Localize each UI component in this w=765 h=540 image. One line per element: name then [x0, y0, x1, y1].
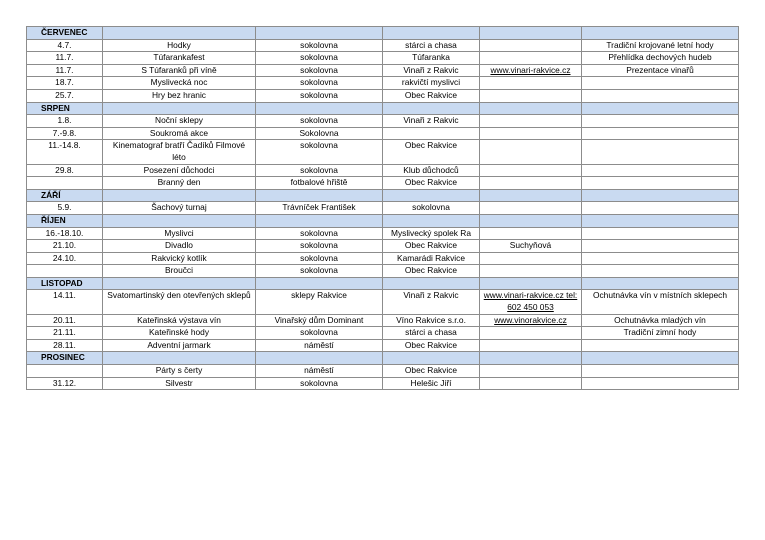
- date-cell: 21.10.: [27, 240, 103, 253]
- table-row: [27, 339, 739, 352]
- month-header-blank-cell: [383, 27, 480, 40]
- date-cell: 11.7.: [27, 52, 103, 65]
- note-cell: [582, 252, 739, 265]
- venue-cell: sokolovna: [256, 39, 383, 52]
- date-cell: 11.7.: [27, 64, 103, 77]
- organizer-cell: Obec Rakvice: [383, 265, 480, 278]
- month-header-blank-cell: [383, 189, 480, 202]
- table-row: [27, 240, 739, 253]
- venue-cell: sokolovna: [256, 52, 383, 65]
- organizer-cell: Obec Rakvice: [383, 177, 480, 190]
- event-name-cell: Broučci: [103, 265, 256, 278]
- note-cell: Ochutnávka vín v místních sklepech: [582, 290, 739, 314]
- events-table: [26, 26, 739, 390]
- table-row: [27, 290, 739, 314]
- venue-cell: sokolovna: [256, 377, 383, 390]
- note-cell: [582, 339, 739, 352]
- table-row: [27, 52, 739, 65]
- note-cell: Přehlídka dechových hudeb: [582, 52, 739, 65]
- month-header-blank-cell: [103, 214, 256, 227]
- event-name-cell: Silvestr: [103, 377, 256, 390]
- note-cell: [582, 265, 739, 278]
- note-cell: [582, 227, 739, 240]
- venue-cell: náměstí: [256, 365, 383, 378]
- event-name-cell: Hry bez hranic: [103, 89, 256, 102]
- organizer-cell: Myslivecký spolek Ra: [383, 227, 480, 240]
- table-row: [27, 227, 739, 240]
- venue-cell: sokolovna: [256, 64, 383, 77]
- contact-cell: Suchyňová: [480, 240, 582, 253]
- note-cell: [582, 177, 739, 190]
- month-header-row: [27, 352, 739, 365]
- contact-cell: [480, 140, 582, 164]
- contact-cell: [480, 115, 582, 128]
- venue-cell: fotbalové hřiště: [256, 177, 383, 190]
- month-header-blank-cell: [103, 352, 256, 365]
- contact-cell: [480, 89, 582, 102]
- contact-cell: [480, 77, 582, 90]
- month-header-blank-cell: [383, 214, 480, 227]
- date-cell: 31.12.: [27, 377, 103, 390]
- contact-cell: [480, 39, 582, 52]
- month-label: LISTOPAD: [27, 277, 103, 290]
- date-cell: 4.7.: [27, 39, 103, 52]
- note-cell: [582, 202, 739, 215]
- month-header-blank-cell: [480, 102, 582, 115]
- table-row: [27, 265, 739, 278]
- event-name-cell: Kinematograf bratří Čadíků Filmové léto: [103, 140, 256, 164]
- table-row: [27, 39, 739, 52]
- table-row: [27, 377, 739, 390]
- month-header-blank-cell: [582, 189, 739, 202]
- note-cell: [582, 140, 739, 164]
- contact-cell: [480, 377, 582, 390]
- event-name-cell: Posezení důchodci: [103, 164, 256, 177]
- date-cell: 16.-18.10.: [27, 227, 103, 240]
- organizer-cell: Vinaři z Rakvic: [383, 290, 480, 314]
- venue-cell: sokolovna: [256, 140, 383, 164]
- table-row: [27, 140, 739, 164]
- event-name-cell: Hodky: [103, 39, 256, 52]
- month-header-blank-cell: [383, 352, 480, 365]
- contact-cell: [480, 227, 582, 240]
- events-table-body: [27, 27, 739, 390]
- month-header-blank-cell: [480, 189, 582, 202]
- note-cell: Tradiční zimní hody: [582, 327, 739, 340]
- date-cell: 28.11.: [27, 339, 103, 352]
- venue-cell: sklepy Rakvice: [256, 290, 383, 314]
- contact-cell: [480, 127, 582, 140]
- venue-cell: sokolovna: [256, 252, 383, 265]
- contact-cell: [480, 327, 582, 340]
- event-name-cell: Šachový turnaj: [103, 202, 256, 215]
- event-name-cell: Branný den: [103, 177, 256, 190]
- venue-cell: sokolovna: [256, 327, 383, 340]
- month-label: SRPEN: [27, 102, 103, 115]
- table-row: [27, 202, 739, 215]
- venue-cell: sokolovna: [256, 265, 383, 278]
- event-name-cell: Rakvický kotlík: [103, 252, 256, 265]
- venue-cell: náměstí: [256, 339, 383, 352]
- note-cell: Prezentace vinařů: [582, 64, 739, 77]
- contact-cell[interactable]: www.vinorakvice.cz: [480, 314, 582, 327]
- organizer-cell: Helešic Jiří: [383, 377, 480, 390]
- note-cell: [582, 77, 739, 90]
- month-header-blank-cell: [256, 352, 383, 365]
- date-cell: 7.-9.8.: [27, 127, 103, 140]
- venue-cell: sokolovna: [256, 164, 383, 177]
- venue-cell: sokolovna: [256, 227, 383, 240]
- month-header-blank-cell: [480, 27, 582, 40]
- table-row: [27, 89, 739, 102]
- organizer-cell: stárci a chasa: [383, 327, 480, 340]
- month-header-blank-cell: [480, 277, 582, 290]
- table-row: [27, 64, 739, 77]
- organizer-cell: Obec Rakvice: [383, 339, 480, 352]
- organizer-cell: stárci a chasa: [383, 39, 480, 52]
- note-cell: [582, 365, 739, 378]
- month-header-blank-cell: [383, 102, 480, 115]
- organizer-cell: Obec Rakvice: [383, 140, 480, 164]
- organizer-cell: Vinaři z Rakvic: [383, 115, 480, 128]
- date-cell: 24.10.: [27, 252, 103, 265]
- event-name-cell: Adventní jarmark: [103, 339, 256, 352]
- venue-cell: sokolovna: [256, 89, 383, 102]
- note-cell: Ochutnávka mladých vín: [582, 314, 739, 327]
- organizer-cell: rakvičtí myslivci: [383, 77, 480, 90]
- venue-cell: Sokolovna: [256, 127, 383, 140]
- organizer-cell: Túfaranka: [383, 52, 480, 65]
- organizer-cell: Obec Rakvice: [383, 365, 480, 378]
- month-label: ZÁŘÍ: [27, 189, 103, 202]
- month-header-blank-cell: [103, 102, 256, 115]
- month-header-blank-cell: [582, 277, 739, 290]
- note-cell: [582, 164, 739, 177]
- month-header-row: [27, 102, 739, 115]
- organizer-cell: [383, 127, 480, 140]
- event-name-cell: Túfarankafest: [103, 52, 256, 65]
- organizer-cell: Kamarádi Rakvice: [383, 252, 480, 265]
- contact-cell[interactable]: www.vinari-rakvice.cz tel: 602 450 053: [480, 290, 582, 314]
- month-header-blank-cell: [103, 189, 256, 202]
- table-row: [27, 127, 739, 140]
- month-label: PROSINEC: [27, 352, 103, 365]
- date-cell: [27, 265, 103, 278]
- date-cell: 1.8.: [27, 115, 103, 128]
- month-header-blank-cell: [582, 27, 739, 40]
- event-name-cell: Svatomartinský den otevřených sklepů: [103, 290, 256, 314]
- date-cell: 14.11.: [27, 290, 103, 314]
- table-row: [27, 115, 739, 128]
- event-name-cell: Noční sklepy: [103, 115, 256, 128]
- date-cell: 25.7.: [27, 89, 103, 102]
- contact-cell: [480, 339, 582, 352]
- date-cell: 11.-14.8.: [27, 140, 103, 164]
- date-cell: 29.8.: [27, 164, 103, 177]
- month-header-blank-cell: [582, 214, 739, 227]
- contact-cell: [480, 252, 582, 265]
- event-name-cell: Kateřinská výstava vín: [103, 314, 256, 327]
- event-name-cell: Kateřinské hody: [103, 327, 256, 340]
- month-header-blank-cell: [582, 102, 739, 115]
- date-cell: 20.11.: [27, 314, 103, 327]
- contact-cell: [480, 52, 582, 65]
- contact-cell: [480, 164, 582, 177]
- month-header-blank-cell: [256, 102, 383, 115]
- contact-cell[interactable]: www.vinari-rakvice.cz: [480, 64, 582, 77]
- event-name-cell: Párty s čerty: [103, 365, 256, 378]
- table-row: [27, 164, 739, 177]
- table-row: [27, 327, 739, 340]
- date-cell: [27, 177, 103, 190]
- contact-cell: [480, 177, 582, 190]
- note-cell: Tradiční krojované letní hody: [582, 39, 739, 52]
- venue-cell: sokolovna: [256, 77, 383, 90]
- event-name-cell: S Túfaranků při víně: [103, 64, 256, 77]
- date-cell: 5.9.: [27, 202, 103, 215]
- month-header-blank-cell: [582, 352, 739, 365]
- table-row: [27, 177, 739, 190]
- month-header-blank-cell: [383, 277, 480, 290]
- note-cell: [582, 377, 739, 390]
- month-header-blank-cell: [256, 277, 383, 290]
- organizer-cell: Obec Rakvice: [383, 89, 480, 102]
- note-cell: [582, 127, 739, 140]
- venue-cell: Vinařský dům Dominant: [256, 314, 383, 327]
- event-name-cell: Divadlo: [103, 240, 256, 253]
- month-header-row: [27, 214, 739, 227]
- event-name-cell: Soukromá akce: [103, 127, 256, 140]
- month-header-blank-cell: [103, 277, 256, 290]
- table-row: [27, 77, 739, 90]
- contact-cell: [480, 265, 582, 278]
- month-header-blank-cell: [256, 214, 383, 227]
- month-header-row: [27, 277, 739, 290]
- month-header-row: [27, 189, 739, 202]
- date-cell: 18.7.: [27, 77, 103, 90]
- month-label: ŘÍJEN: [27, 214, 103, 227]
- organizer-cell: Víno Rakvice s.r.o.: [383, 314, 480, 327]
- organizer-cell: Obec Rakvice: [383, 240, 480, 253]
- month-header-blank-cell: [256, 189, 383, 202]
- month-header-blank-cell: [480, 352, 582, 365]
- organizer-cell: Klub důchodců: [383, 164, 480, 177]
- month-header-blank-cell: [103, 27, 256, 40]
- table-row: [27, 314, 739, 327]
- note-cell: [582, 89, 739, 102]
- note-cell: [582, 115, 739, 128]
- venue-cell: sokolovna: [256, 115, 383, 128]
- contact-cell: [480, 202, 582, 215]
- venue-cell: sokolovna: [256, 240, 383, 253]
- venue-cell: Trávníček František: [256, 202, 383, 215]
- contact-cell: [480, 365, 582, 378]
- event-name-cell: Myslivci: [103, 227, 256, 240]
- event-name-cell: Myslivecká noc: [103, 77, 256, 90]
- month-label: ČERVENEC: [27, 27, 103, 40]
- organizer-cell: sokolovna: [383, 202, 480, 215]
- month-header-row: [27, 27, 739, 40]
- date-cell: 21.11.: [27, 327, 103, 340]
- date-cell: [27, 365, 103, 378]
- table-row: [27, 252, 739, 265]
- organizer-cell: Vinaři z Rakvic: [383, 64, 480, 77]
- table-row: [27, 365, 739, 378]
- month-header-blank-cell: [480, 214, 582, 227]
- note-cell: [582, 240, 739, 253]
- month-header-blank-cell: [256, 27, 383, 40]
